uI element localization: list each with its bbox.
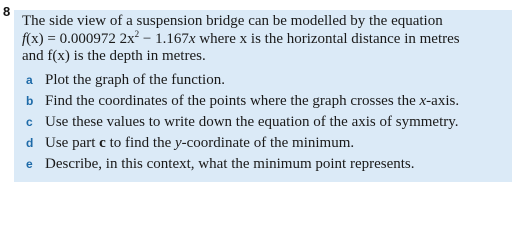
part-text: Plot the graph of the function.: [45, 71, 225, 88]
equation-suffix: where x is the horizontal distance in metres: [195, 30, 460, 47]
part-b: [22, 93, 510, 114]
part-c: [22, 114, 510, 135]
part-e: [22, 156, 510, 177]
part-letter: d: [26, 135, 34, 150]
question-stem: [22, 13, 510, 66]
part-text: [45, 93, 459, 111]
equation-mid: − 1.167: [139, 30, 189, 47]
part-letter: c: [26, 114, 33, 129]
part-letter: e: [26, 156, 33, 171]
part-text-mid: to find the: [105, 134, 175, 151]
question-number: 8: [3, 4, 11, 19]
question-content: [22, 13, 510, 177]
part-text-after: -coordinate of the minimum.: [181, 134, 355, 151]
part-text-before: Find the coordinates of the points where the graph crosses the: [45, 92, 420, 109]
stem-line-2: [22, 28, 510, 49]
equation-left: (x) = 0.000972 2x: [26, 30, 135, 47]
part-text: [45, 135, 354, 153]
variable-x: x: [188, 30, 196, 47]
part-letter: a: [26, 72, 33, 87]
variable: x: [419, 92, 427, 109]
part-text-before: Use part: [45, 134, 100, 151]
variable: y: [174, 134, 182, 151]
part-text: Use these values to write down the equation of the axis of symmetry.: [45, 113, 459, 130]
stem-line-3: and f(x) is the depth in metres.: [22, 48, 206, 64]
stem-line-1: The side view of a suspension bridge can be modelled by the equation: [22, 13, 443, 29]
part-d: [22, 135, 510, 156]
part-text-after: -axis.: [426, 92, 460, 109]
part-a: [22, 72, 510, 93]
part-text: Describe, in this context, what the minimum point represents.: [45, 155, 415, 172]
part-reference: c: [99, 134, 106, 151]
question-parts: [22, 72, 510, 177]
part-letter: b: [26, 93, 34, 108]
function-symbol: f: [22, 30, 27, 47]
exponent: 2: [134, 28, 140, 39]
